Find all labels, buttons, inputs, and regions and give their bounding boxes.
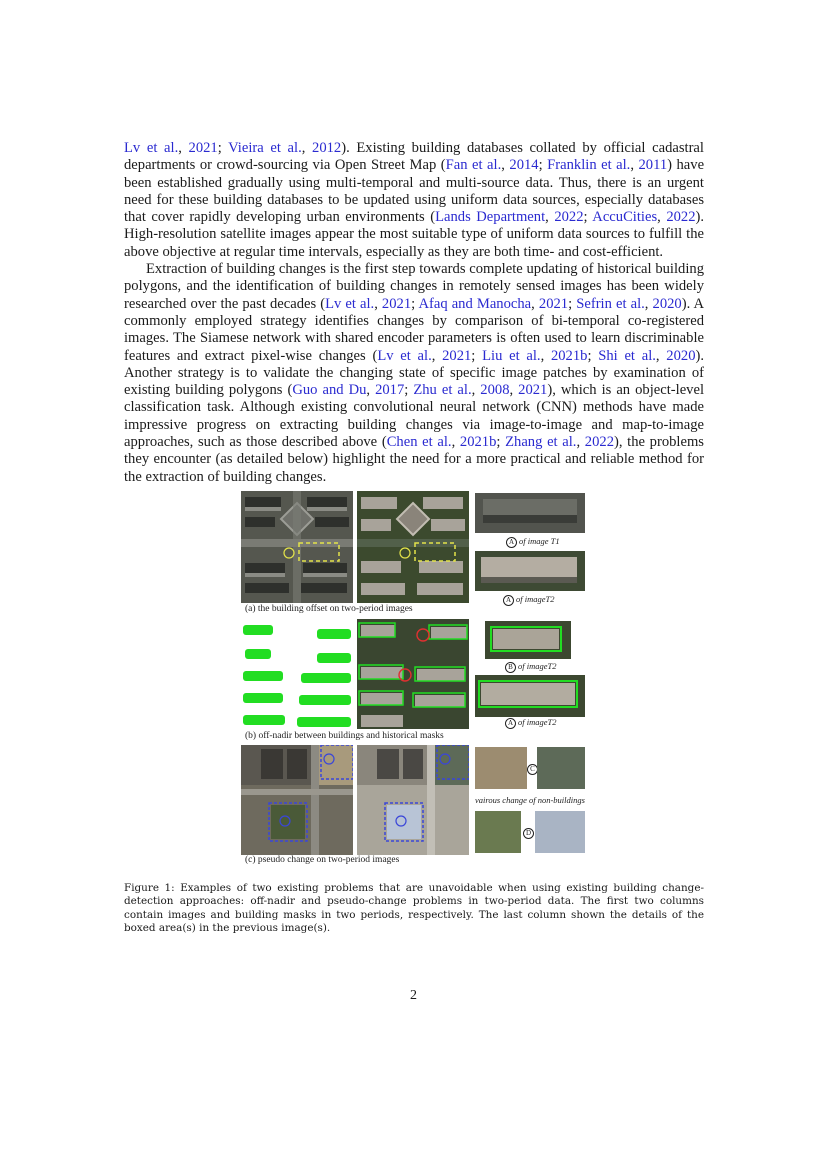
citation-link[interactable]: 2021 [518,382,548,399]
citation-link[interactable]: 2021 [538,295,569,312]
marker-a-icon: A [503,595,514,606]
citation-link[interactable]: Lv et al. [325,295,375,312]
citation-link[interactable]: 2008 [480,382,510,399]
paragraph-2 [124,261,704,486]
body-text-run: , [366,382,376,399]
citation-link[interactable]: Vieira et al. [228,140,302,156]
body-text-run: ; [411,295,419,312]
citation-link[interactable]: AccuCities [592,209,658,226]
image-c-t1 [241,745,353,855]
marker-b-icon: B [505,662,516,673]
body-text-run: ). Another strategy is to validate the changing state of specific image patches by examination of existing building polygons ( [124,347,704,399]
citation-link[interactable]: Liu et al. [482,347,541,364]
detail-a-t1-caption [506,536,560,548]
body-text-run: , [178,140,189,156]
body-text [124,140,704,486]
body-text-run: ) have been established gradually using multi-temporal and multi-source data. Thus, there is an urgent need for these building databases to be updated using uniform data sources, especially databases that cover rapidly developing urban environments ( [124,157,705,226]
citation-link[interactable]: 2022 [554,209,584,226]
marker-a-icon: A [506,537,517,548]
detail-a2-label: of imageT2 [518,717,557,727]
figure-1 [241,491,587,863]
body-text-run: , [509,382,519,399]
page-number: 2 [410,988,417,1003]
detail-d-t1 [475,811,521,853]
body-text-run: ; [471,347,483,364]
detail-a2-caption [505,717,557,729]
detail-b-caption [505,661,557,673]
body-text-run: , [471,382,481,399]
detail-a-t2-image [475,551,585,591]
citation-link[interactable]: 2011 [638,157,668,174]
citation-link[interactable]: 2022 [666,209,696,226]
citation-link[interactable]: 2020 [666,347,696,364]
citation-link[interactable]: Guo and Du [292,382,367,399]
body-text-run: ; [583,209,593,226]
body-text-run: ). High-resolution satellite images appear the most suitable type of uniform data sources to fulfill the above objective at regular time intervals, especially as they are both time- and cost-efficient. [124,209,705,260]
image-a-t1 [241,491,353,603]
body-text-run: ; [587,347,599,364]
citation-link[interactable]: 2021b [459,434,497,451]
detail-a-t1-label: of image T1 [519,536,560,546]
row-c-caption: (c) pseudo change on two-period images [245,855,400,865]
detail-b-label: of imageT2 [518,661,557,671]
body-text-run: , [644,295,653,312]
body-text-run: , [655,347,667,364]
citation-link[interactable]: 2017 [375,382,405,399]
image-b-overlay [357,619,469,729]
citation-link[interactable]: 2021 [381,295,412,312]
body-text-run: ; [217,140,229,156]
body-text-run: ; [496,434,506,451]
citation-link[interactable]: Shi et al. [598,347,656,364]
body-text-run: ; [568,295,577,312]
body-text-run: ). Existing building databases collated by official cadastral departments or crowd-sourcing via Open Street Map ( [124,140,704,174]
body-text-run: ), the problems they encounter (as detailed below) highlight the need for a more practical and reliable method for the extraction of building changes. [124,434,704,485]
detail-a-t1-image [475,493,585,533]
citation-link[interactable]: Franklin et al. [547,157,631,174]
body-text-run: , [501,157,510,174]
citation-link[interactable]: Fan et al. [445,157,502,174]
citation-link[interactable]: 2014 [509,157,539,174]
citation-link[interactable]: Afaq and Manocha [418,295,532,312]
image-a-t2 [357,491,469,603]
body-text-run: , [540,347,551,364]
body-text-run: , [545,209,555,226]
image-c-t2 [357,745,469,855]
citation-link[interactable]: 2021 [442,347,472,364]
citation-link[interactable]: Lands Department [435,209,546,226]
body-text-run: ; [538,157,548,174]
detail-a-t2-caption [503,594,555,606]
body-text-run: , [531,295,539,312]
marker-d-icon: D [523,828,534,839]
detail-d-t2 [535,811,585,853]
body-text-run: , [630,157,639,174]
citation-link[interactable]: 2021 [188,140,218,156]
body-text-run: , [576,434,585,451]
citation-link[interactable]: 2020 [652,295,682,312]
marker-a-icon: A [505,718,516,729]
detail-a2-image [475,675,585,717]
body-text-run: , [657,209,667,226]
citation-link[interactable]: 2012 [312,140,342,156]
body-text-run: , [301,140,313,156]
citation-link[interactable]: 2022 [584,434,614,451]
body-text-run: ; [404,382,414,399]
citation-link[interactable]: Chen et al. [386,434,452,451]
body-text-run: , [431,347,443,364]
mask-b [241,619,353,729]
citation-link[interactable]: Lv et al. [377,347,432,364]
citation-link[interactable]: Zhu et al. [413,382,472,399]
detail-c-t1 [475,747,527,789]
citation-link[interactable]: Zhang et al. [505,434,577,451]
citation-link[interactable]: Lv et al. [124,140,179,156]
detail-c-t2 [537,747,585,789]
marker-c-icon: C [527,764,538,775]
citation-link[interactable]: 2021b [550,347,588,364]
body-text-run: Extraction of building changes is the first step towards complete updating of historical building polygons, and the identification of building changes in remotely sensed images has been widely researched over the past decades ( [124,261,704,312]
citation-link[interactable]: Sefrin et al. [576,295,645,312]
row-a-caption: (a) the building offset on two-period images [245,604,413,614]
paragraph-1 [124,140,704,261]
body-text-run: , [451,434,460,451]
body-text-run: ), which is an object-level classification task. Although existing convolutional neural network (CNN) methods have made impressive progress on extracting building changes via image-to-image and map-to-image approaches, such as those described above ( [124,382,704,451]
body-text-run: ). A commonly employed strategy identifies changes by comparison of bi-temporal co-registered images. The Siamese network with shared encoder parameters is often used to learn discriminable features and extract pixel-wise changes ( [124,295,705,364]
row-b-caption: (b) off-nadir between buildings and historical masks [245,731,444,741]
detail-b-image [485,621,571,659]
body-text-run: , [374,295,382,312]
detail-c-caption: vairous change of non-buildings [475,795,585,805]
detail-a-t2-label: of imageT2 [516,594,555,604]
figure-caption: Figure 1: Examples of two existing problems that are unavoidable when using existing building change-detection approaches: off-nadir and pseudo-change problems in two-period data. The first two columns contain images and building masks in two periods, respectively. The last column shown the details of the boxed area(s) in the previous image(s). [124,882,704,935]
